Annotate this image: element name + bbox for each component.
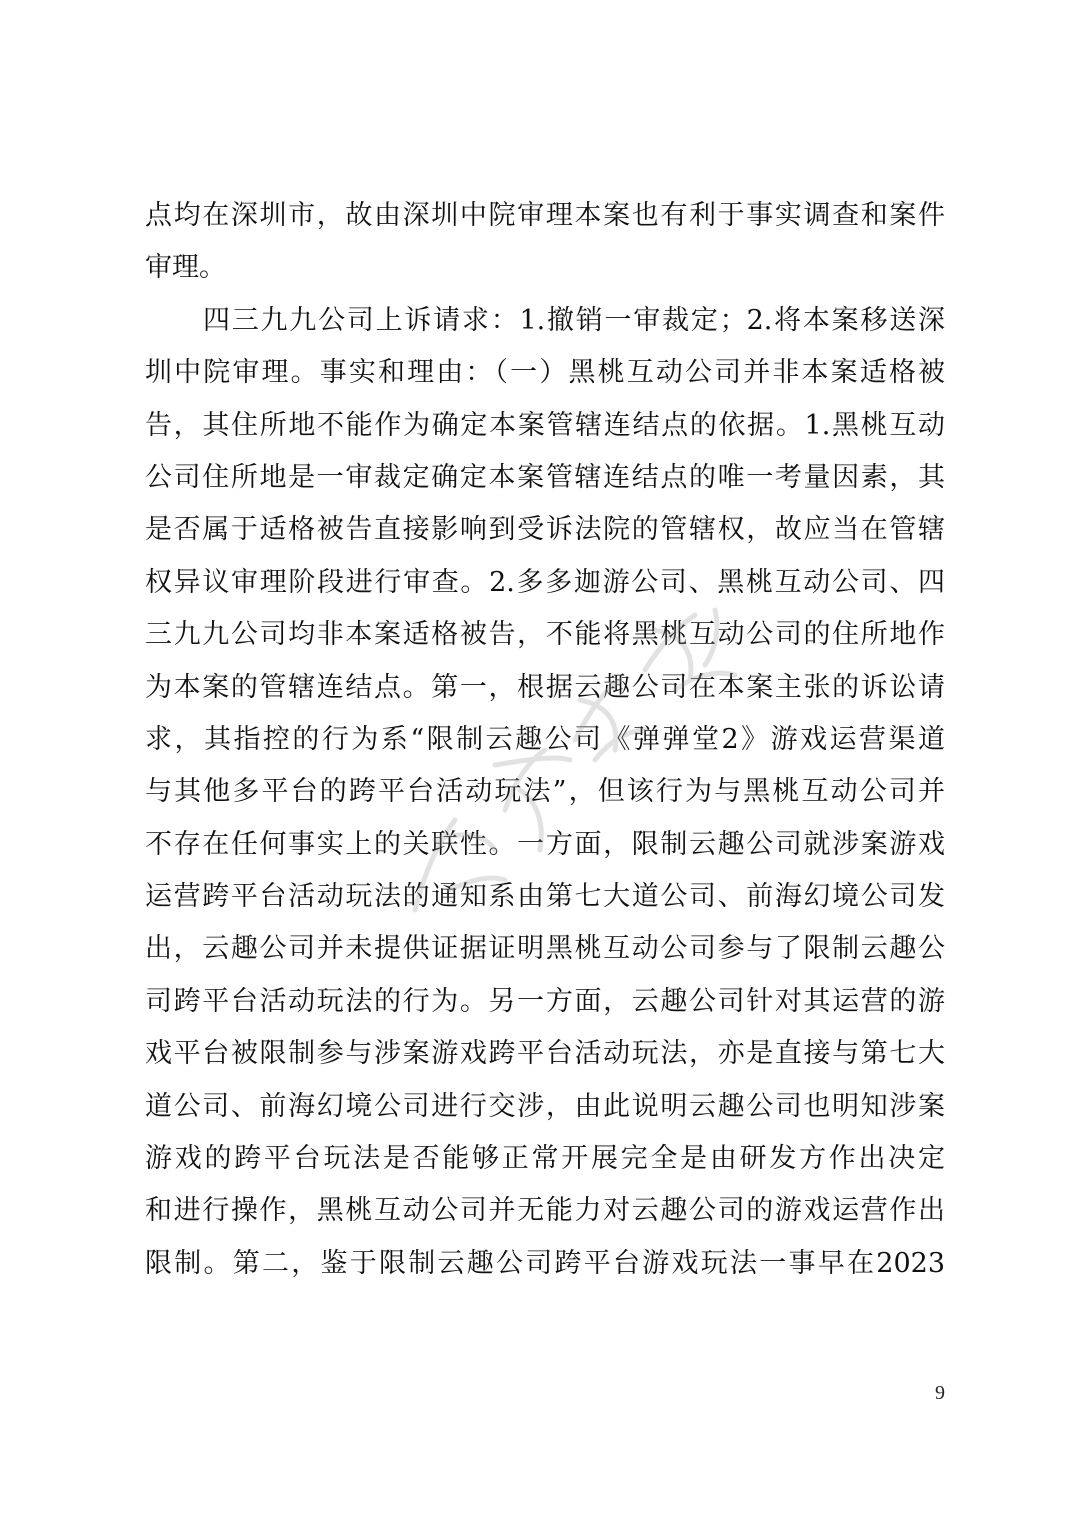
- page-number: 9: [935, 1382, 945, 1404]
- text-line: 不存在任何事实上的关联性。一方面，限制云趣公司就涉案游戏: [145, 828, 945, 860]
- text-line: 戏平台被限制参与涉案游戏跨平台活动玩法，亦是直接与第七大: [145, 1038, 945, 1070]
- text-line: 与其他多平台的跨平台活动玩法”，但该行为与黑桃互动公司并: [145, 776, 945, 808]
- text-line: 圳中院审理。事实和理由：（一）黑桃互动公司并非本案适格被: [145, 357, 945, 389]
- text-line: 游戏的跨平台玩法是否能够正常开展完全是由研发方作出决定: [145, 1143, 945, 1175]
- text-line: 限制。第二，鉴于限制云趣公司跨平台游戏玩法一事早在2023: [145, 1247, 945, 1279]
- text-line: 司跨平台活动玩法的行为。另一方面，云趣公司针对其运营的游: [145, 985, 945, 1017]
- text-line: 运营跨平台活动玩法的通知系由第七大道公司、前海幻境公司发: [145, 881, 945, 913]
- text-line: 公司住所地是一审裁定确定本案管辖连结点的唯一考量因素，其: [145, 461, 945, 493]
- text-line: 三九九公司均非本案适格被告，不能将黑桃互动公司的住所地作: [145, 619, 945, 651]
- text-line: 是否属于适格被告直接影响到受诉法院的管辖权，故应当在管辖: [145, 514, 945, 546]
- body-text: [145, 190, 945, 1290]
- text-line: 道公司、前海幻境公司进行交涉，由此说明云趣公司也明知涉案: [145, 1090, 945, 1122]
- text-line: 求，其指控的行为系“限制云趣公司《弹弹堂2》游戏运营渠道: [145, 723, 945, 755]
- text-line: 点均在深圳市，故由深圳中院审理本案也有利于事实调查和案件: [145, 200, 945, 231]
- text-line: 和进行操作，黑桃互动公司并无能力对云趣公司的游戏运营作出: [145, 1195, 945, 1227]
- text-line: 出，云趣公司并未提供证据证明黑桃互动公司参与了限制云趣公: [145, 933, 945, 965]
- text-line: 审理。: [145, 252, 226, 284]
- text-line: 四三九九公司上诉请求：1.撤销一审裁定；2.将本案移送深: [203, 304, 945, 336]
- text-line: 权异议审理阶段进行审查。2.多多迦游公司、黑桃互动公司、四: [145, 566, 945, 598]
- text-line: 告，其住所地不能作为确定本案管辖连结点的依据。1.黑桃互动: [145, 409, 945, 441]
- text-line: 为本案的管辖连结点。第一，根据云趣公司在本案主张的诉讼请: [145, 671, 945, 703]
